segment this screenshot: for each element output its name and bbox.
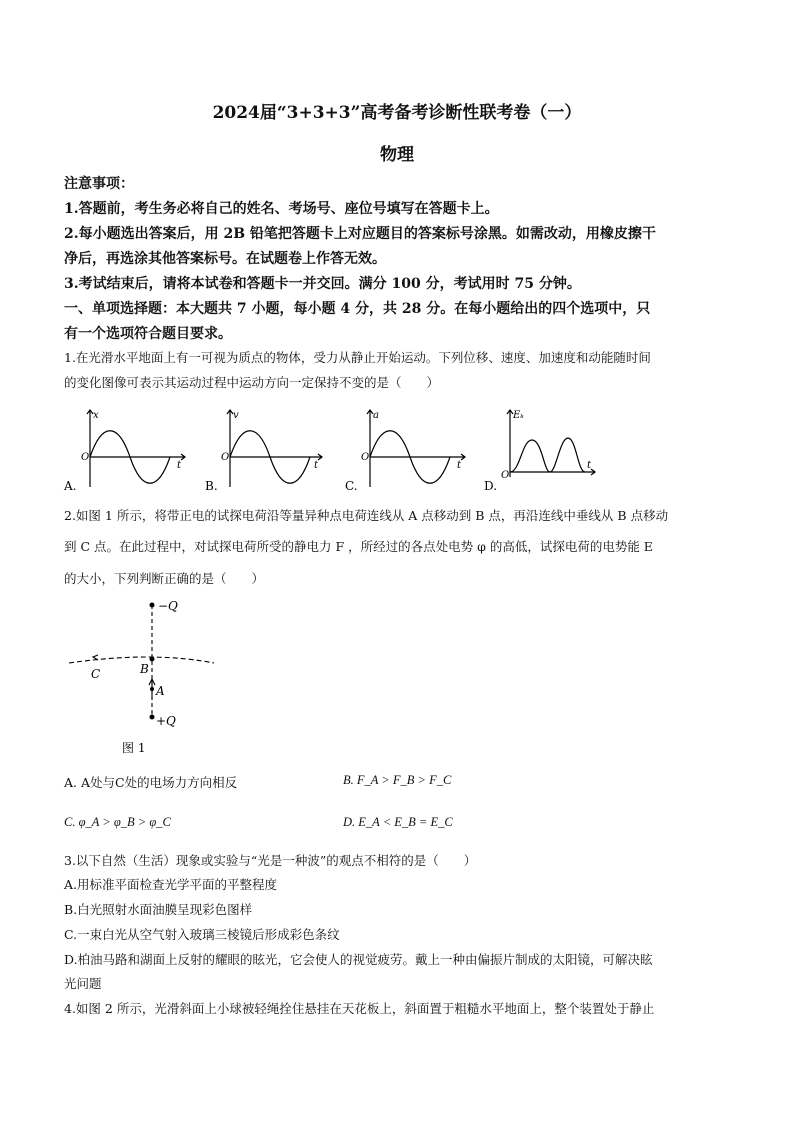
pos-charge-dot xyxy=(150,715,155,720)
graph-b xyxy=(227,410,322,487)
point-a-label: A xyxy=(156,684,165,698)
graph-a-ylabel: x xyxy=(93,410,99,421)
graph-c-option: C. xyxy=(345,479,358,493)
neg-charge-dot xyxy=(150,603,155,608)
q3-option-a: A.用标准平面检查光学平面的平整程度 xyxy=(64,877,278,892)
notice-item-1: 1.答题前，考生务必将自己的姓名、考场号、座位号填写在答题卡上。 xyxy=(64,201,499,217)
figure-1 xyxy=(64,595,224,760)
q2-option-d: D. E_A < E_B = E_C xyxy=(343,815,453,829)
q2-option-b: B. F_A > F_B > F_C xyxy=(343,773,452,787)
graph-a xyxy=(87,410,185,487)
graph-d-option: D. xyxy=(484,479,498,493)
graph-a-origin: O xyxy=(81,452,90,463)
point-b-dot xyxy=(150,657,155,662)
notice-heading: 注意事项： xyxy=(64,176,134,192)
q3-option-b: B.白光照射水面油膜呈现彩色图样 xyxy=(64,902,253,917)
q2-option-c: C. φ_A > φ_B > φ_C xyxy=(64,815,171,829)
q1-line1: 1.在光滑水平地面上有一可视为质点的物体，受力从静止开始运动。下列位移、速度、加速度和动能随时间 xyxy=(64,350,651,365)
neg-charge-label: −Q xyxy=(158,599,178,613)
notice-item-2-line1: 2.每小题选出答案后，用 2B 铅笔把答题卡上对应题目的答案标号涂黑。如需改动，用橡皮擦干 xyxy=(64,226,656,242)
graph-d-origin: O xyxy=(501,470,510,481)
graph-b-ylabel: v xyxy=(233,410,239,421)
q2-line3: 的大小，下列判断正确的是（ ） xyxy=(64,571,265,586)
graph-a-option: A. xyxy=(64,479,77,493)
exam-title: 2024届“3+3+3”高考备考诊断性联考卷（一） xyxy=(212,103,582,123)
point-b-label: B xyxy=(140,662,149,676)
graph-a-xlabel: t xyxy=(177,460,182,471)
q3-stem: 3.以下自然（生活）现象或实验与“光是一种波”的观点不相符的是（ ） xyxy=(64,853,477,868)
graph-d-ylabel: Eₖ xyxy=(513,410,524,421)
q4-line1: 4.如图 2 所示，光滑斜面上小球被轻绳拴住悬挂在天花板上，斜面置于粗糙水平地面上，整个装置处于静止 xyxy=(64,1001,655,1016)
notice-item-3: 3.考试结束后，请将本试卷和答题卡一并交回。满分 100 分，考试用时 75 分钟。 xyxy=(64,276,581,292)
graph-c-ylabel: a xyxy=(373,410,379,421)
graph-d-xlabel: t xyxy=(587,460,592,471)
graph-b-xlabel: t xyxy=(314,460,319,471)
q2-option-a: A. A处与C处的电场力方向相反 xyxy=(64,775,238,790)
graph-c xyxy=(367,410,465,487)
q3-option-d-line1: D.柏油马路和湖面上反射的耀眼的眩光，它会使人的视觉疲劳。戴上一种由偏振片制成的太阳镜，可解决眩 xyxy=(64,952,653,967)
q2-line1: 2.如图 1 所示，将带正电的试探电荷沿等量异种点电荷连线从 A 点移动到 B 点，再沿连线中垂线从 B 点移动 xyxy=(64,508,669,523)
graph-b-option: B. xyxy=(205,479,218,493)
section-1-line2: 有一个选项符合题目要求。 xyxy=(64,326,232,342)
section-1-line1: 一、单项选择题：本大题共 7 小题，每小题 4 分，共 28 分。在每小题给出的四个选项中，只 xyxy=(64,301,651,317)
q1-line2: 的变化图像可表示其运动过程中运动方向一定保持不变的是（ ） xyxy=(64,375,440,390)
q2-line2: 到 C 点。在此过程中，对试探电荷所受的静电力 F ，所经过的各点处电势 φ 的高低，试探电荷的电势能 E xyxy=(64,539,653,554)
subject-title: 物理 xyxy=(380,145,414,165)
graph-d-curve xyxy=(510,438,585,472)
graph-c-origin: O xyxy=(361,452,370,463)
q3-option-c: C.一束白光从空气射入玻璃三棱镜后形成彩色条纹 xyxy=(64,927,340,942)
pos-charge-label: +Q xyxy=(156,714,176,728)
point-c-label: C xyxy=(91,667,101,681)
q1-graphs xyxy=(60,402,740,494)
notice-item-2-line2: 净后，再选涂其他答案标号。在试题卷上作答无效。 xyxy=(64,251,386,267)
graph-b-origin: O xyxy=(221,452,230,463)
point-a-dot xyxy=(150,687,154,691)
figure-1-caption: 图 1 xyxy=(122,741,146,755)
q3-option-d-line2: 光问题 xyxy=(64,976,102,991)
graph-c-xlabel: t xyxy=(457,460,462,471)
